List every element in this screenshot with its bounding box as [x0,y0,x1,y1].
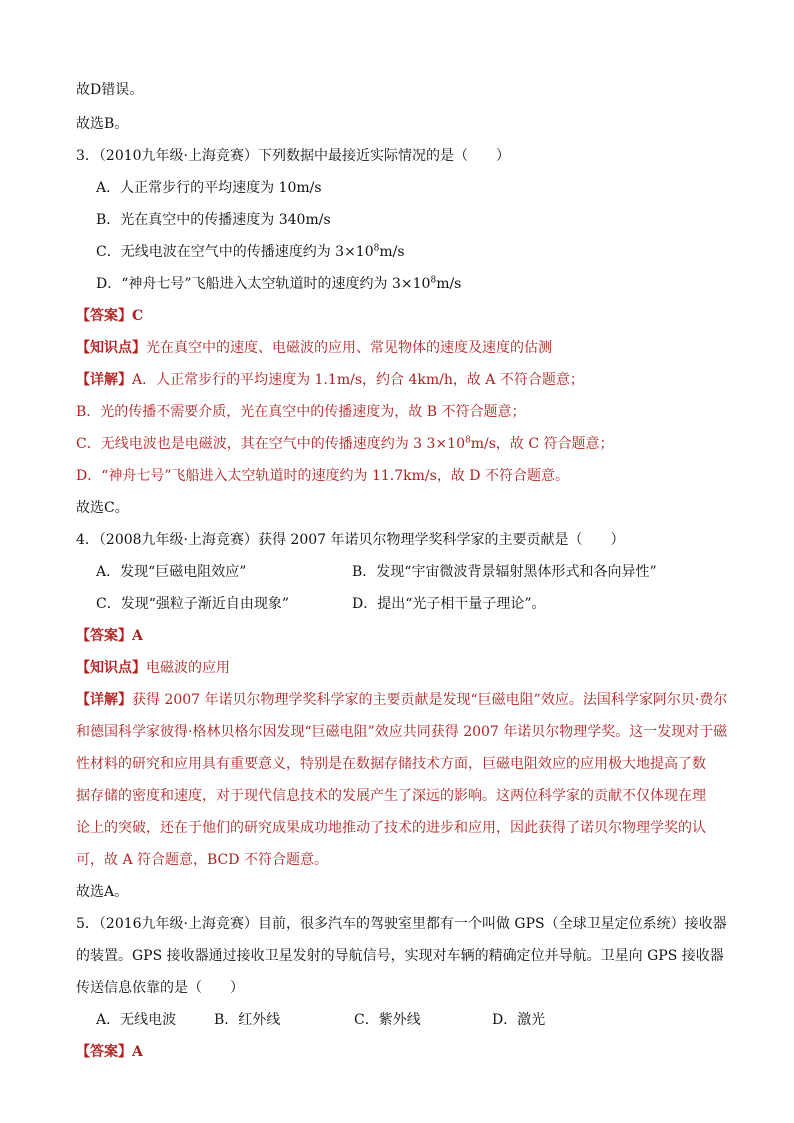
q3-kp-tag: 【知识点】 [76,340,146,356]
q3-detail-text-3: C．无线电波也是电磁波，其在空气中的传播速度约为 3 3×10 [76,436,465,452]
q3-conclusion: 故选C。 [76,500,129,516]
q5-option-a: A．无线电波 [96,1012,177,1028]
q3-option-c-text: C．无线电波在空气中的传播速度约为 3×10 [96,244,374,260]
q3-answer-value: C [132,308,144,324]
q3-detail-tag: 【详解】 [76,372,132,388]
q5-stem-line-1: 5．（2016九年级·上海竞赛）目前，很多汽车的驾驶室里都有一个叫做 GPS（全球卫星定位系统）接收器 [76,916,727,932]
q4-option-b: B．发现“宇宙微波背景辐射黑体形式和各向异性” [352,564,657,580]
q3-answer-tag: 【答案】 [76,308,132,324]
q5-answer-value: A [132,1044,143,1060]
q4-conclusion: 故选A。 [76,884,129,900]
q3-detail-exp-3: 8 [464,435,471,446]
q3-option-d [96,274,461,294]
q5-answer-tag: 【答案】 [76,1044,132,1060]
q5-stem-line-2: 的装置。GPS 接收器通过接收卫星发射的导航信号，实现对车辆的精确定位并导航。卫星向 GPS 接收器 [76,948,724,964]
q5-answer [76,1042,143,1062]
q4-option-c: C．发现“强粒子渐近自由现象” [96,596,290,612]
q3-option-c-unit: m/s [379,244,405,260]
q4-detail-line-5: 论上的突破，还在于他们的研究成果成功地推动了技术的进步和应用，因此获得了诺贝尔物理学奖的认 [76,820,706,836]
q3-detail-line-2: B．光的传播不需要介质，光在真空中的传播速度为，故 B 不符合题意； [76,404,526,420]
q4-answer-tag: 【答案】 [76,628,132,644]
q4-detail-tag: 【详解】 [76,692,132,708]
q5-option-d: D．激光 [492,1012,546,1028]
q3-option-d-exp: 8 [430,275,437,286]
q4-detail-text-1: 获得 2007 年诺贝尔物理学奖科学家的主要贡献是发现“巨磁电阻”效应。法国科学家阿尔贝·费尔 [132,692,728,708]
q4-stem: 4．（2008九年级·上海竞赛）获得 2007 年诺贝尔物理学奖科学家的主要贡献是（ ） [76,532,625,548]
prev-answer-note: 故D错误。 [76,82,144,98]
q3-answer [76,306,143,326]
q4-option-a: A．发现“巨磁电阻效应” [96,564,247,580]
q4-kp-text: 电磁波的应用 [146,660,230,676]
q5-option-c: C．紫外线 [354,1012,421,1028]
q3-detail-line-1 [76,370,584,390]
q4-detail-line-3: 性材料的研究和应用具有重要意义，特别是在数据存储技术方面，巨磁电阻效应的应用极大地提高了数 [76,756,706,772]
q3-kp-text: 光在真空中的速度、电磁波的应用、常见物体的速度及速度的估测 [146,340,552,356]
q3-option-c [96,242,405,262]
q3-detail-text-1: A．人正常步行的平均速度为 1.1m/s，约合 4km/h，故 A 不符合题意； [132,372,584,388]
q3-option-a: A．人正常步行的平均速度为 10m/s [96,180,322,196]
prev-conclusion: 故选B。 [76,116,129,132]
q3-detail-line-3 [76,434,614,454]
q3-option-d-text: D．“神舟七号”飞船进入太空轨道时的速度约为 3×10 [96,276,431,292]
q3-stem: 3．（2010九年级·上海竞赛）下列数据中最接近实际情况的是（ ） [76,148,510,164]
q4-detail-line-2: 和德国科学家彼得·格林贝格尔因发现“巨磁电阻”效应共同获得 2007 年诺贝尔物理学奖。这一发现对于磁 [76,724,728,740]
q4-detail-line-1 [76,690,727,710]
q3-detail-line-4: D．“神舟七号”飞船进入太空轨道时的速度约为 11.7km/s，故 D 不符合题意。 [76,468,569,484]
q4-answer-value: A [132,628,143,644]
q3-option-c-exp: 8 [373,243,380,254]
q3-option-d-unit: m/s [436,276,462,292]
q5-option-b: B．红外线 [214,1012,281,1028]
q4-knowledge-point [76,658,230,678]
q3-option-b: B．光在真空中的传播速度为 340m/s [96,212,331,228]
q4-option-d: D．提出“光子相干量子理论”。 [352,596,546,612]
q4-detail-line-6: 可，故 A 符合题意，BCD 不符合题意。 [76,852,328,868]
q5-stem-line-3: 传送信息依靠的是（ ） [76,980,244,996]
q4-kp-tag: 【知识点】 [76,660,146,676]
q4-answer [76,626,143,646]
q3-detail-unit-3: m/s，故 C 符合题意； [470,436,614,452]
q4-detail-line-4: 据存储的密度和速度，对于现代信息技术的发展产生了深远的影响。这两位科学家的贡献不仅体现在理 [76,788,706,804]
q3-knowledge-point [76,338,552,358]
